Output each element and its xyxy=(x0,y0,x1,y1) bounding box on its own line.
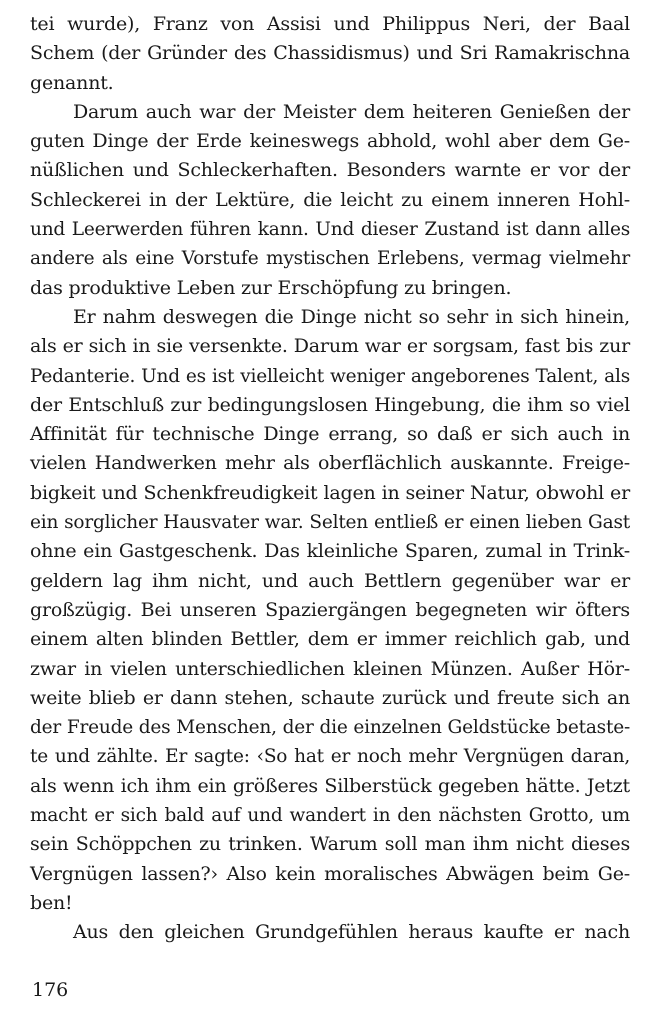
text-line: weite blieb er dann stehen, schaute zurück und freute sich an xyxy=(30,686,630,709)
text-line: bigkeit und Schenkfreudigkeit lagen in seiner Natur, obwohl er xyxy=(30,481,630,504)
text-line: Vergnügen lassen?› Also kein moralisches Abwägen beim Ge- xyxy=(30,862,630,885)
text-line: nüßlichen und Schleckerhaften. Besonders warnte er vor der xyxy=(30,159,630,182)
text-line: das produktive Leben zur Erschöpfung zu bringen. xyxy=(30,276,512,299)
text-line: te und zählte. Er sagte: ‹So hat er noch mehr Vergnügen daran, xyxy=(30,746,630,768)
text-line: Affinität für technische Dinge errang, so daß er sich auch in xyxy=(30,423,630,446)
text-line: genannt. xyxy=(30,71,114,94)
text-line: macht er sich bald auf und wandert in den nächsten Grotto, um xyxy=(30,805,630,827)
paragraph-first-line: Aus den gleichen Grundgefühlen heraus kaufte er nach xyxy=(73,921,630,944)
text-line: Schleckerei in der Lektüre, die leicht zu einem inneren Hohl- xyxy=(30,188,630,211)
text-line: der Freude des Menschen, der die einzelnen Geldstücke betaste- xyxy=(30,717,630,739)
text-line: Schem (der Gründer des Chassidismus) und Sri Ramakrischna xyxy=(30,42,630,65)
text-line: guten Dinge der Erde keineswegs abhold, wohl aber dem Ge- xyxy=(30,130,630,153)
page-number: 176 xyxy=(32,979,69,1001)
text-line: tei wurde), Franz von Assisi und Philippus Neri, der Baal xyxy=(30,13,630,35)
text-line: großzügig. Bei unseren Spaziergängen begegneten wir öfters xyxy=(30,598,630,621)
text-line: geldern lag ihm nicht, und auch Bettlern gegenüber war er xyxy=(30,569,630,592)
text-line: Pedanterie. Und es ist vielleicht weniger angeborenes Talent, als xyxy=(30,365,630,387)
text-line: vielen Handwerken mehr als oberflächlich auskannte. Freige- xyxy=(30,452,630,475)
text-line: als er sich in sie versenkte. Darum war er sorgsam, fast bis zur xyxy=(30,335,630,358)
body-text xyxy=(30,10,630,948)
paragraph-first-line: Er nahm deswegen die Dinge nicht so sehr in sich hinein, xyxy=(73,305,630,328)
text-line: und Leerwerden führen kann. Und dieser Zustand ist dann alles xyxy=(30,219,630,241)
paragraph-first-line: Darum auch war der Meister dem heiteren Genießen der xyxy=(73,100,630,123)
text-line: zwar in vielen unterschiedlichen kleinen Münzen. Außer Hör- xyxy=(30,657,630,680)
text-line: ben! xyxy=(30,891,73,914)
text-line: sein Schöppchen zu trinken. Warum soll man ihm nicht dieses xyxy=(30,833,630,856)
text-line: als wenn ich ihm ein größeres Silberstück gegeben hätte. Jetzt xyxy=(30,774,630,797)
text-line: ein sorglicher Hausvater war. Selten entließ er einen lieben Gast xyxy=(30,512,630,534)
text-line: einem alten blinden Bettler, dem er immer reichlich gab, und xyxy=(30,628,630,651)
text-line: der Entschluß zur bedingungslosen Hingebung, die ihm so viel xyxy=(30,393,630,416)
text-line: andere als eine Vorstufe mystischen Erlebens, vermag vielmehr xyxy=(30,248,630,270)
text-line: ohne ein Gastgeschenk. Das kleinliche Sparen, zumal in Trink- xyxy=(30,540,630,563)
